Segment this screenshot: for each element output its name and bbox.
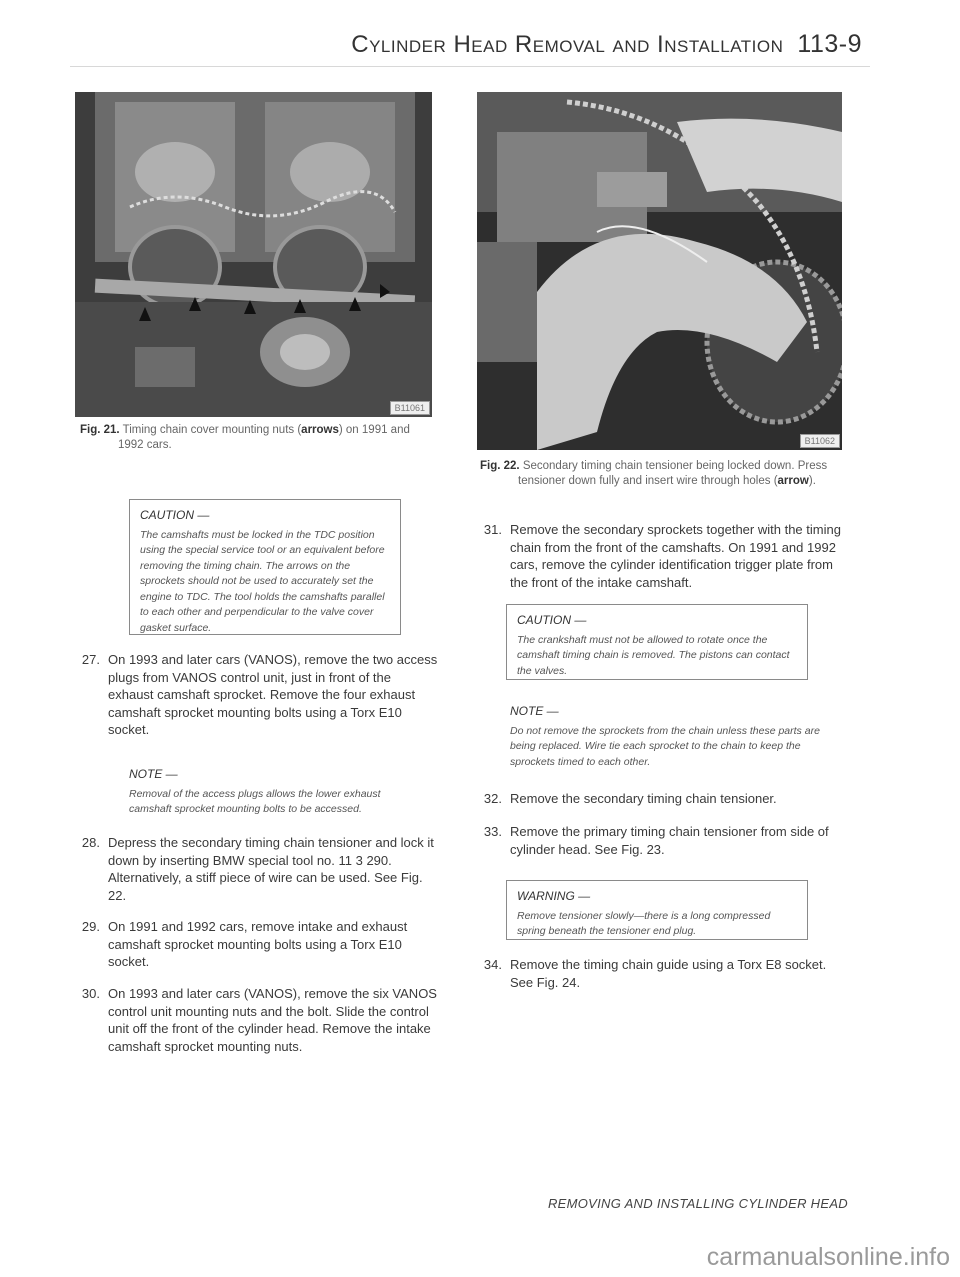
left-note-text: Removal of the access plugs allows the lower exhaust camshaft sprocket mounting bolts to be accessed. bbox=[129, 787, 381, 815]
figure-22-code: B11062 bbox=[800, 434, 840, 448]
figure-21-caption bbox=[80, 423, 440, 453]
step-30 bbox=[72, 985, 440, 1055]
right-caution-text: The crankshaft must not be allowed to rotate once the camshaft timing chain is removed. The pistons can contact the valves. bbox=[517, 633, 790, 677]
right-warning-head: WARNING — bbox=[517, 889, 591, 903]
step-34-num: 34. bbox=[483, 957, 502, 972]
figure-22-label: Fig. 22. bbox=[480, 460, 520, 472]
step-27 bbox=[72, 651, 440, 739]
right-note-text: Do not remove the sprockets from the chain unless these parts are being replaced. Wire tie each sprocket to the chain to keep the sprockets timed to each other. bbox=[510, 724, 820, 768]
page-number: 113-9 bbox=[797, 30, 862, 58]
step-33-num: 33. bbox=[483, 824, 502, 839]
step-32-text: Remove the secondary timing chain tensioner. bbox=[510, 791, 777, 806]
right-note-head: NOTE — bbox=[510, 704, 559, 718]
figure-22-line2-a: tensioner down fully and insert wire through holes ( bbox=[518, 475, 778, 487]
step-28-num: 28. bbox=[81, 835, 100, 850]
step-32 bbox=[474, 790, 852, 808]
figure-21-photo bbox=[75, 92, 432, 417]
figure-21-text-b: ) on 1991 and bbox=[338, 424, 410, 436]
figure-22-line2 bbox=[480, 474, 860, 489]
left-note bbox=[129, 767, 409, 818]
step-31-num: 31. bbox=[483, 522, 502, 537]
figure-22-line2-b: ). bbox=[808, 475, 816, 487]
figure-22-bold: arrow bbox=[777, 475, 809, 487]
page-title: Cylinder Head Removal and Installation bbox=[351, 31, 784, 58]
step-28 bbox=[72, 834, 440, 904]
step-31-text: Remove the secondary sprockets together with the timing chain from the front of the camshafts. On 1991 and 1992 cars, remove the cylinder identification trigger plate from the front of the intake camshaft. bbox=[510, 522, 841, 590]
figure-22-photo bbox=[477, 92, 842, 450]
page-footer: REMOVING AND INSTALLING CYLINDER HEAD bbox=[547, 1196, 848, 1211]
header-rule bbox=[70, 66, 870, 67]
left-caution-box bbox=[129, 499, 401, 635]
step-27-num: 27. bbox=[81, 652, 100, 667]
page-header bbox=[0, 30, 862, 59]
right-warning-box bbox=[506, 880, 808, 940]
figure-22-line1: Secondary timing chain tensioner being locked down. Press bbox=[522, 460, 828, 472]
step-32-num: 32. bbox=[483, 791, 502, 806]
left-note-head: NOTE — bbox=[129, 767, 178, 781]
right-caution-box bbox=[506, 604, 808, 680]
left-caution-head: CAUTION — bbox=[140, 508, 210, 522]
figure-21-line2: 1992 cars. bbox=[118, 439, 172, 451]
step-28-text: Depress the secondary timing chain tensioner and lock it down by inserting BMW special tool no. 11 3 290. Alternatively, a stiff piece of wire can be used. See Fig. 22. bbox=[108, 835, 434, 903]
right-note bbox=[510, 704, 820, 770]
watermark: carmanualsonline.info bbox=[706, 1243, 950, 1271]
step-29-num: 29. bbox=[81, 919, 100, 934]
figure-21-code: B11061 bbox=[390, 401, 430, 415]
right-caution-head: CAUTION — bbox=[517, 613, 587, 627]
step-30-num: 30. bbox=[81, 986, 100, 1001]
step-29 bbox=[72, 918, 440, 971]
figure-22-caption bbox=[480, 459, 860, 489]
step-33-text: Remove the primary timing chain tensioner from side of cylinder head. See Fig. 23. bbox=[510, 824, 829, 857]
figure-21-text-a: Timing chain cover mounting nuts ( bbox=[122, 424, 302, 436]
step-33 bbox=[474, 823, 852, 858]
step-34-text: Remove the timing chain guide using a Torx E8 socket. See Fig. 24. bbox=[510, 957, 827, 990]
step-34 bbox=[474, 956, 852, 991]
right-warning-text: Remove tensioner slowly—there is a long compressed spring beneath the tensioner end plug. bbox=[517, 909, 771, 937]
step-29-text: On 1991 and 1992 cars, remove intake and exhaust camshaft sprocket mounting bolts using a Torx E10 socket. bbox=[108, 919, 408, 969]
figure-21-bold: arrows bbox=[301, 424, 339, 436]
figure-21-label: Fig. 21. bbox=[80, 424, 120, 436]
step-27-text: On 1993 and later cars (VANOS), remove the two access plugs from VANOS control unit, just in front of the exhaust camshaft sprocket. Remove the four exhaust camshaft sprocket mounting bolts using a Torx E10 socket. bbox=[108, 652, 438, 737]
left-caution-text: The camshafts must be locked in the TDC position using the special service tool or an equivalent before removing the timing chain. The arrows on the sprockets should not be used to accurately set the engine to TDC. The tool holds the camshafts parallel to each other and perpendicular to the valve cover gasket surface. bbox=[140, 528, 385, 634]
step-31 bbox=[474, 521, 852, 591]
step-30-text: On 1993 and later cars (VANOS), remove the six VANOS control unit mounting nuts and the bolt. Slide the control unit off the front of the cylinder head. Remove the intake camshaft sprocket mounting nuts. bbox=[108, 986, 437, 1054]
